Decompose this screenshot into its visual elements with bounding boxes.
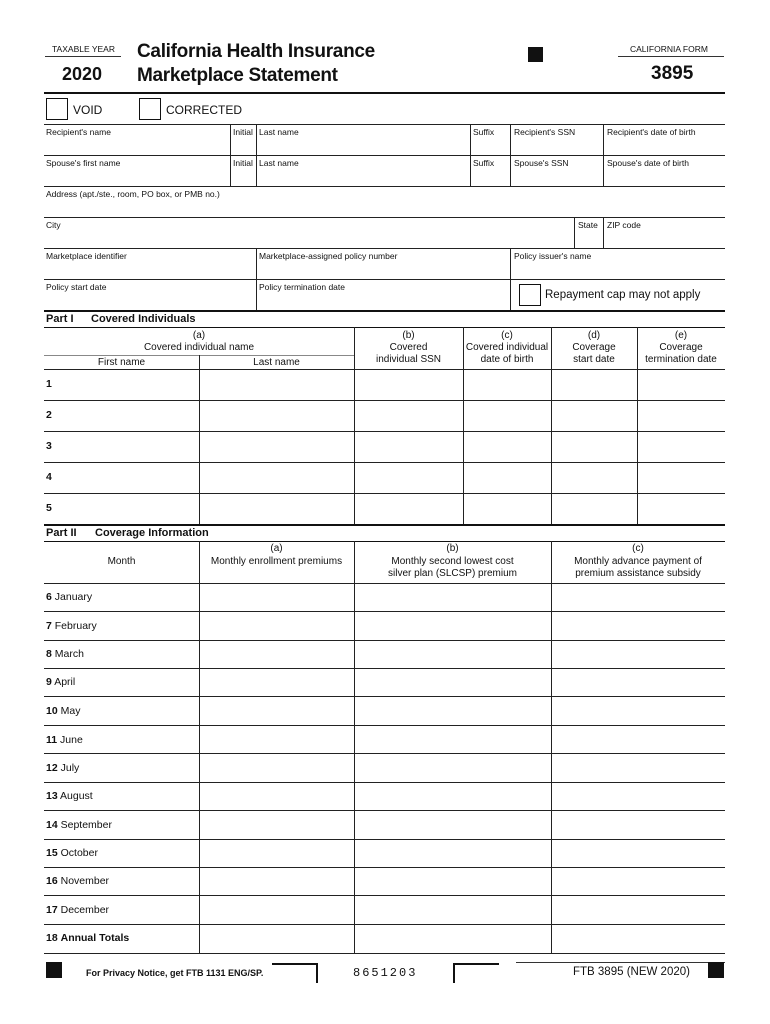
part2-col-b-line1: Monthly second lowest cost xyxy=(391,556,514,567)
month-row-13: 13 August xyxy=(46,790,93,802)
month-row-9: 9 April xyxy=(46,676,76,688)
spouse-initial-label: Initial xyxy=(233,158,253,168)
form-title-line1: California Health Insurance xyxy=(137,41,375,62)
corrected-label: CORRECTED xyxy=(166,103,243,117)
recipient-name-label: Recipient's name xyxy=(46,127,111,137)
policy-issuer-label: Policy issuer's name xyxy=(514,251,592,261)
part2-col-b-line2: silver plan (SLCSP) premium xyxy=(388,568,517,579)
part1-row-2-number: 2 xyxy=(46,409,52,421)
recipient-suffix-label: Suffix xyxy=(473,127,495,137)
city-label: City xyxy=(46,220,61,230)
tax-year: 2020 xyxy=(62,64,103,84)
part1-col-c-line1: Covered individual xyxy=(465,342,549,353)
spouse-ssn-label: Spouse's SSN xyxy=(514,158,569,168)
marketplace-identifier-label: Marketplace identifier xyxy=(46,251,127,261)
barcode-bracket-right xyxy=(453,963,499,983)
taxable-year-label: TAXABLE YEAR xyxy=(52,44,115,54)
part1-col-b-letter: (b) xyxy=(402,330,415,341)
part1-col-e-letter: (e) xyxy=(674,330,688,341)
part1-row-3-number: 3 xyxy=(46,440,52,452)
month-row-15: 15 October xyxy=(46,847,98,859)
policy-termination-date-label: Policy termination date xyxy=(259,282,345,292)
part2-col-b-letter: (b) xyxy=(446,543,459,554)
repayment-cap-label: Repayment cap may not apply xyxy=(545,289,701,301)
corrected-checkbox[interactable] xyxy=(139,98,161,120)
part1-col-c-letter: (c) xyxy=(501,330,513,341)
part1-col-d-line1: Coverage xyxy=(572,342,616,353)
part1-row-5-number: 5 xyxy=(46,502,52,514)
privacy-notice: For Privacy Notice, get FTB 1131 ENG/SP. xyxy=(86,968,264,978)
part2-col-a-title: Monthly enrollment premiums xyxy=(210,556,343,567)
form-number: 3895 xyxy=(651,63,694,84)
recipient-last-name-field[interactable] xyxy=(259,138,467,154)
month-row-17: 17 December xyxy=(46,904,110,916)
part1-col-c-line2: date of birth xyxy=(480,354,534,365)
part1-first-name-header: First name xyxy=(97,357,146,368)
repayment-cap-checkbox[interactable] xyxy=(519,284,541,306)
month-row-12: 12 July xyxy=(46,762,80,774)
part1-title: Covered Individuals xyxy=(91,313,196,325)
spouse-dob-label: Spouse's date of birth xyxy=(607,158,689,168)
recipient-name-field[interactable] xyxy=(46,138,228,154)
part2-col-c-line1: Monthly advance payment of xyxy=(574,556,702,567)
part1-last-name-header: Last name xyxy=(253,357,300,368)
part2-col-c-line2: premium assistance subsidy xyxy=(575,568,701,579)
month-row-18-annual-totals: 18 Annual Totals xyxy=(46,932,130,944)
california-form-label: CALIFORNIA FORM xyxy=(630,44,708,54)
part2-month-header: Month xyxy=(107,556,136,567)
part1-row-4-number: 4 xyxy=(46,471,52,483)
part2-title: Coverage Information xyxy=(95,527,209,539)
void-checkbox[interactable] xyxy=(46,98,68,120)
address-label: Address (apt./ste., room, PO box, or PMB no.) xyxy=(46,189,220,199)
month-row-7: 7 February xyxy=(46,620,97,632)
month-row-14: 14 September xyxy=(46,819,112,831)
part2-col-c-letter: (c) xyxy=(632,543,644,554)
month-row-8: 8 March xyxy=(46,648,84,660)
policy-start-date-label: Policy start date xyxy=(46,282,107,292)
recipient-initial-label: Initial xyxy=(233,127,253,137)
part1-label: Part I xyxy=(46,313,74,325)
part1-row-1-number: 1 xyxy=(46,378,52,390)
spouse-suffix-label: Suffix xyxy=(473,158,495,168)
part1-col-d-line2: start date xyxy=(573,354,615,365)
recipient-dob-label: Recipient's date of birth xyxy=(607,127,696,137)
spouse-first-name-label: Spouse's first name xyxy=(46,158,121,168)
spouse-last-name-label: Last name xyxy=(259,158,299,168)
month-row-16: 16 November xyxy=(46,875,110,887)
part1-col-b-line2: individual SSN xyxy=(375,354,442,365)
form-title-line2: Marketplace Statement xyxy=(137,65,338,86)
footer-left-registration-mark xyxy=(46,962,62,978)
footer-right-registration-mark xyxy=(708,962,724,978)
barcode-bracket-left xyxy=(272,963,318,983)
month-row-11: 11 June xyxy=(46,734,83,746)
part1-col-a-title: Covered individual name xyxy=(143,342,255,353)
part1-col-e-line1: Coverage xyxy=(659,342,703,353)
part1-col-a-letter: (a) xyxy=(192,330,206,341)
part2-label: Part II xyxy=(46,527,77,539)
recipient-ssn-label: Recipient's SSN xyxy=(514,127,576,137)
month-row-6: 6 January xyxy=(46,591,93,603)
registration-mark xyxy=(528,47,543,62)
part1-col-e-line2: termination date xyxy=(645,354,717,365)
zip-code-label: ZIP code xyxy=(607,220,641,230)
month-row-10: 10 May xyxy=(46,705,81,717)
state-label: State xyxy=(578,220,598,230)
barcode-number: 8651203 xyxy=(353,966,418,980)
part2-col-a-letter: (a) xyxy=(270,543,283,554)
form-id: FTB 3895 (NEW 2020) xyxy=(573,966,690,978)
void-label: VOID xyxy=(73,103,103,117)
address-field[interactable] xyxy=(46,200,722,216)
part1-col-d-letter: (d) xyxy=(587,330,601,341)
recipient-last-name-label: Last name xyxy=(259,127,299,137)
policy-number-label: Marketplace-assigned policy number xyxy=(259,251,398,261)
part1-col-b-line1: Covered xyxy=(389,342,428,353)
